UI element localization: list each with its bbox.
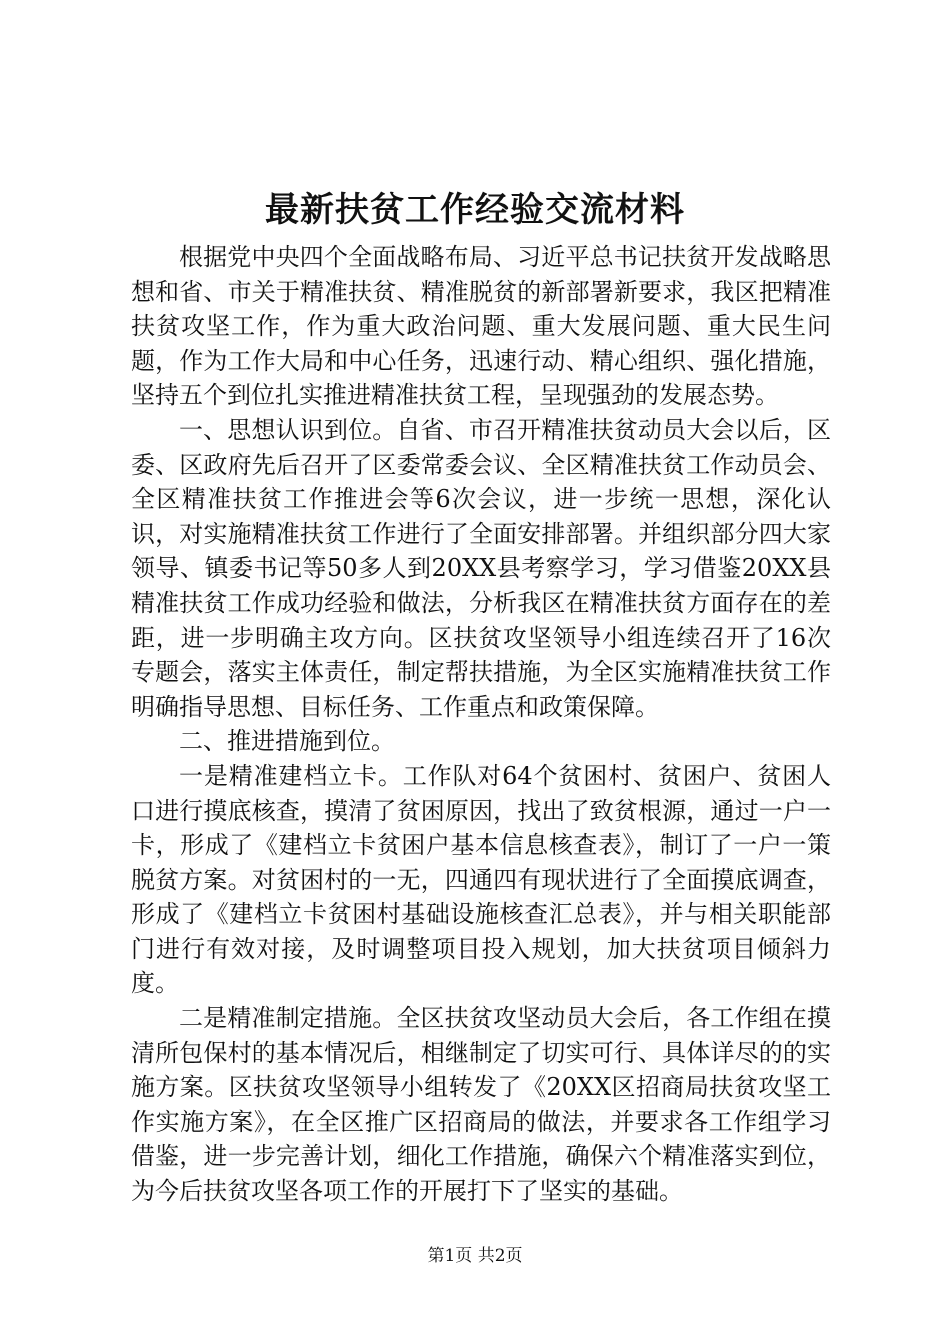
paragraph-section-two-heading: 二、推进措施到位。 — [179, 727, 395, 756]
page-number-footer: 第1页 共2页 — [427, 1246, 523, 1266]
paragraph-measure-one: 一是精准建档立卡。工作队对64个贫困村、贫困户、贫困人口进行摸底核查，摸清了贫困原因，找出了致贫根源，通过一户一卡，形成了《建档立卡贫困户基本信息核查表》，制订了一户一策脱贫方案。对贫困村的一无，四通四有现状进行了全面摸底调查，形成了《建档立卡贫困村基础设施核查汇总表》，并与相关职能部门进行有效对接，及时调整项目投入规划，加大扶贫项目倾斜力度。 — [131, 761, 831, 998]
document-body — [131, 240, 831, 1209]
page-title: 最新扶贫工作经验交流材料 — [265, 190, 685, 230]
paragraph-measure-two: 二是精准制定措施。全区扶贫攻坚动员大会后，各工作组在摸清所包保村的基本情况后，相继制定了切实可行、具体详尽的的实施方案。区扶贫攻坚领导小组转发了《20XX区招商局扶贫攻坚工作实施方案》，在全区推广区招商局的做法，并要求各工作组学习借鉴，进一步完善计划，细化工作措施，确保六个精准落实到位，为今后扶贫攻坚各项工作的开展打下了坚实的基础。 — [131, 1004, 831, 1206]
paragraph-section-one: 一、思想认识到位。自省、市召开精准扶贫动员大会以后，区委、区政府先后召开了区委常委会议、全区精准扶贫工作动员会、全区精准扶贫工作推进会等6次会议，进一步统一思想，深化认识，对实施精准扶贫工作进行了全面安排部署。并组织部分四大家领导、镇委书记等50多人到20XX县考察学习，学习借鉴20XX县精准扶贫工作成功经验和做法，分析我区在精准扶贫方面存在的差距，进一步明确主攻方向。区扶贫攻坚领导小组连续召开了16次专题会，落实主体责任，制定帮扶措施，为全区实施精准扶贫工作明确指导思想、目标任务、工作重点和政策保障。 — [131, 415, 831, 721]
paragraph-intro: 根据党中央四个全面战略布局、习近平总书记扶贫开发战略思想和省、市关于精准扶贫、精准脱贫的新部署新要求，我区把精准扶贫攻坚工作，作为重大政治问题、重大发展问题、重大民生问题，作为工作大局和中心任务，迅速行动、精心组织、强化措施，坚持五个到位扎实推进精准扶贫工程，呈现强劲的发展态势。 — [131, 243, 831, 410]
